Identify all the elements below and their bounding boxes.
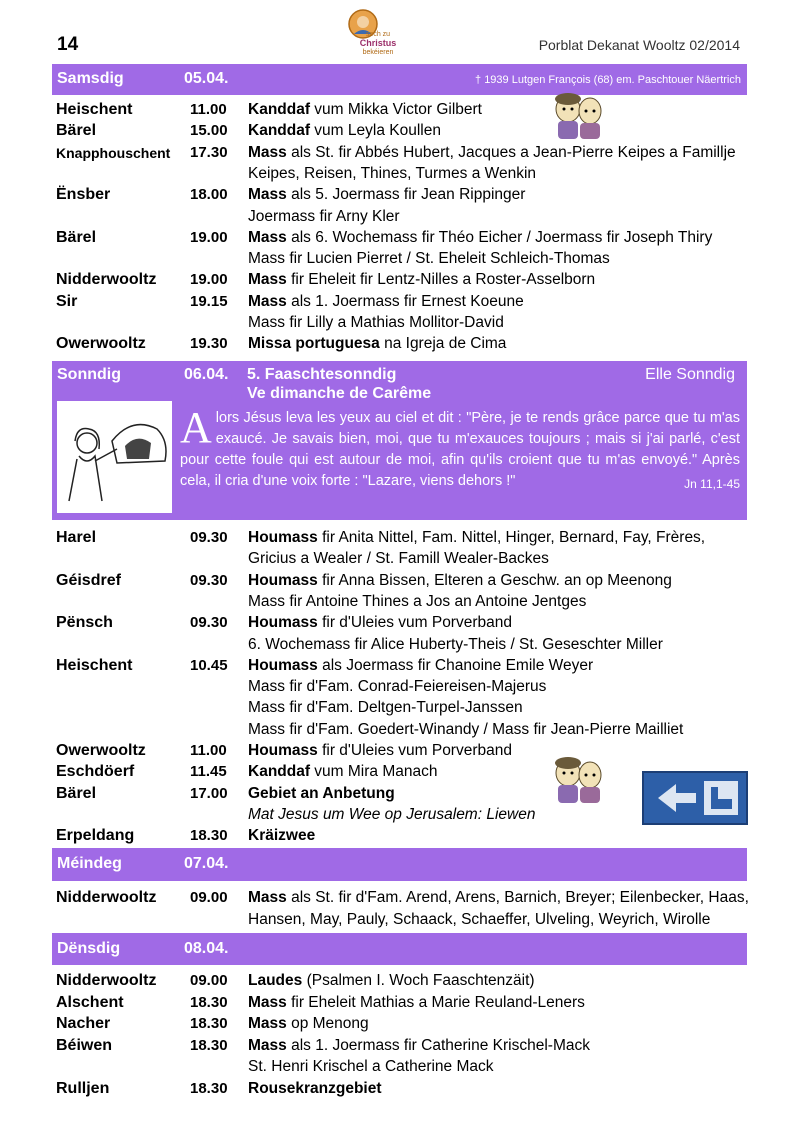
service-details: St. Henri Krischel a Catherine Mack (248, 1058, 494, 1075)
service-description (248, 825, 315, 847)
schedule-row (56, 548, 756, 570)
schedule-row (56, 909, 756, 931)
location: Béiwen (56, 1036, 113, 1054)
schedule-row (56, 655, 756, 677)
service-details: fir Anna Bissen, Elteren a Geschw. an op Meenong (317, 571, 672, 589)
service-type: Mass (248, 1015, 287, 1032)
location: Heischent (56, 656, 133, 674)
time: 09.00 (190, 972, 228, 989)
schedule-row (56, 697, 756, 719)
service-description (248, 612, 512, 634)
time: 18.30 (190, 1015, 228, 1032)
time: 10.45 (190, 656, 228, 674)
service-description (248, 804, 535, 826)
service-details: vum Mira Manach (310, 763, 438, 781)
page-number: 14 (57, 34, 79, 55)
logo-text: sech zu Christus bekéieren (359, 31, 397, 56)
service-type: Mass (248, 143, 287, 161)
schedule-row (56, 248, 756, 270)
service-details: Hansen, May, Pauly, Schaack, Schaeffer, Ulveling, Weyrich, Wirolle (248, 910, 711, 928)
location: Pënsch (56, 614, 113, 632)
service-details: Mass fir d'Fam. Deltgen-Turpel-Janssen (248, 699, 523, 717)
service-details: 6. Wochemass fir Alice Huberty-Theis / St. Geseschter Miller (248, 635, 663, 653)
schedule-row (56, 570, 756, 592)
service-details: fir Eheleit fir Lentz-Nilles a Roster-Asselborn (286, 271, 596, 289)
location: Nacher (56, 1015, 111, 1032)
location: Owerwooltz (56, 742, 146, 759)
service-description (248, 333, 506, 355)
schedule-row (56, 634, 756, 656)
schedule-row (56, 1035, 756, 1057)
service-details: (Psalmen I. Woch Faaschtenzäit) (302, 972, 535, 989)
publication-title: Porblat Dekanat Wooltz 02/2014 (538, 37, 740, 53)
day-date: 06.04. (184, 366, 229, 383)
location: Owerwooltz (56, 335, 146, 353)
service-type: Mass (248, 993, 287, 1011)
service-description (248, 548, 549, 570)
location: Alschent (56, 993, 124, 1011)
schedule-row (56, 612, 756, 634)
time: 17.30 (190, 143, 228, 161)
service-description (248, 1056, 494, 1078)
service-description (248, 591, 586, 613)
service-description (248, 184, 525, 206)
service-type: Kräizwee (248, 827, 316, 845)
gospel-dropcap: A (180, 403, 212, 452)
schedule-row (56, 312, 756, 334)
service-description (248, 527, 705, 549)
time: 19.30 (190, 335, 228, 353)
service-details: fir Eheleit Mathias a Marie Reuland-Leners (286, 993, 585, 1011)
service-type: Gebiet an Anbetung (248, 784, 395, 802)
time: 09.30 (190, 614, 228, 632)
location: Ënsber (56, 186, 111, 204)
service-description (248, 719, 683, 741)
time: 09.30 (190, 529, 228, 546)
baptism-children-icon (548, 91, 608, 141)
service-type: Houmass (248, 529, 318, 546)
gospel-reference: Jn 11,1-45 (684, 477, 740, 491)
schedule-row (56, 269, 756, 291)
location: Bärel (56, 784, 97, 802)
location: Bärel (56, 122, 97, 140)
service-details: Mass fir d'Fam. Conrad-Feiereisen-Majerus (248, 678, 547, 696)
time: 15.00 (190, 122, 228, 140)
service-type: Kanddaf (248, 122, 310, 140)
service-description (248, 227, 712, 249)
location: Rulljen (56, 1079, 110, 1097)
schedule-row (56, 120, 756, 142)
schedule-row (56, 719, 756, 741)
back-button[interactable] (642, 771, 748, 825)
service-type: Houmass (248, 656, 318, 674)
service-details: Mass fir Lucien Pierret / St. Eheleit Schleich-Thomas (248, 250, 610, 268)
service-type: Mass (248, 186, 287, 204)
feast-name: 5. Faaschtesonndig (247, 366, 397, 383)
service-description (248, 761, 437, 783)
time: 18.30 (190, 827, 228, 845)
time: 11.45 (190, 763, 227, 781)
service-type: Houmass (248, 742, 318, 759)
schedule-row (56, 1078, 756, 1100)
time: 18.30 (190, 1079, 228, 1097)
day-label: Méindeg (57, 855, 122, 872)
schedule-row (56, 676, 756, 698)
service-description (248, 312, 504, 334)
time: 09.30 (190, 571, 228, 589)
service-description (248, 291, 524, 313)
service-details: na Igreja de Cima (379, 335, 507, 353)
service-type: Mass (248, 228, 287, 246)
service-description (248, 887, 749, 909)
service-details: fir d'Uleies vum Porverband (317, 742, 512, 759)
service-description (248, 970, 535, 992)
schedule-row (56, 825, 756, 847)
service-description (248, 99, 482, 121)
service-description (248, 992, 585, 1014)
time: 11.00 (190, 742, 227, 759)
schedule-row (56, 1013, 756, 1035)
service-type: Houmass (248, 614, 318, 632)
location: Sir (56, 292, 78, 310)
service-description (248, 248, 610, 270)
location: Bärel (56, 228, 97, 246)
time: 19.00 (190, 271, 228, 289)
service-type: Mass (248, 1036, 287, 1054)
location: Erpeldang (56, 827, 135, 845)
day-date: 08.04. (184, 940, 229, 957)
day-date: 05.04. (184, 70, 229, 87)
schedule-row (56, 992, 756, 1014)
schedule-row (56, 333, 756, 355)
service-type: Missa portuguesa (248, 335, 380, 353)
time: 18.00 (190, 186, 228, 204)
day-label: Samsdig (57, 70, 124, 87)
back-arrow-icon (644, 773, 746, 823)
gospel-text: lors Jésus leva les yeux au ciel et dit : "Père, je te rends grâce parce que tu m'as exaucé. Je savais bien, moi, que tu m'exauces toujours ; mais si j'ai parlé, c'est pour cette foule qui est autour de moi, afin qu'ils croient que tu m'as envoyé." Après cela, il cria d'une voix forte : "Lazare, viens dehors !" (180, 410, 740, 489)
service-type: Mass (248, 271, 287, 289)
time: 11.00 (190, 101, 227, 118)
service-description (248, 783, 395, 805)
service-description (248, 142, 736, 164)
service-details: Mass fir Antoine Thines a Jos an Antoine Jentges (248, 592, 587, 610)
service-details: als St. fir d'Fam. Arend, Arens, Barnich, Breyer; Eilenbecker, Haas, (286, 889, 749, 906)
gospel-quote (180, 403, 740, 492)
service-details: Joermass fir Arny Kler (248, 207, 400, 225)
day-band-saturday (52, 64, 747, 95)
location: Géisdref (56, 571, 121, 589)
service-description (248, 740, 512, 762)
service-details: Keipes, Reisen, Thines, Turmes a Wenkin (248, 164, 537, 182)
service-details: fir Anita Nittel, Fam. Nittel, Hinger, Bernard, Fay, Frères, (317, 529, 706, 546)
sunday-header-box (52, 361, 747, 520)
service-details: op Menong (286, 1015, 369, 1032)
baptism-children-icon (548, 755, 608, 805)
service-type: Laudes (248, 972, 303, 989)
service-description (248, 697, 523, 719)
schedule-row (56, 591, 756, 613)
service-type: Rousekranzgebiet (248, 1079, 382, 1097)
location: Nidderwooltz (56, 972, 157, 989)
liturgical-cycle: Elle Sonndig (645, 366, 735, 383)
service-details: Gricius a Wealer / St. Famill Wealer-Backes (248, 550, 549, 568)
service-description (248, 120, 441, 142)
service-details: fir d'Uleies vum Porverband (317, 614, 512, 632)
feast-name-french: Ve dimanche de Carême (247, 385, 432, 402)
day-label: Sonndig (57, 366, 121, 383)
service-details: als 6. Wochemass fir Théo Eicher / Joermass fir Joseph Thiry (286, 228, 713, 246)
service-details: Mass fir Lilly a Mathias Mollitor-David (248, 314, 504, 331)
location: Eschdöerf (56, 763, 135, 781)
schedule-row (56, 887, 756, 909)
service-details: vum Leyla Koullen (310, 122, 441, 140)
location: Harel (56, 529, 97, 546)
memorial-note: † 1939 Lutgen François (68) em. Paschtouer Näertrich (475, 74, 741, 86)
service-subtitle: Mat Jesus um Wee op Jerusalem: Liewen (248, 805, 536, 823)
location: Nidderwooltz (56, 889, 157, 906)
service-type: Mass (248, 889, 287, 906)
day-band-monday (52, 848, 747, 881)
service-description (248, 676, 546, 698)
service-description (248, 1013, 369, 1035)
time: 09.00 (190, 889, 228, 906)
schedule-row (56, 227, 756, 249)
service-description (248, 655, 593, 677)
service-description (248, 269, 595, 291)
day-band-tuesday (52, 933, 747, 965)
time: 18.30 (190, 1036, 228, 1054)
schedule-row (56, 527, 756, 549)
day-date: 07.04. (184, 855, 229, 872)
service-description (248, 634, 663, 656)
service-details: Mass fir d'Fam. Goedert-Winandy / Mass fir Jean-Pierre Mailliet (248, 720, 684, 738)
service-type: Kanddaf (248, 101, 310, 118)
schedule-row (56, 206, 756, 228)
location: Heischent (56, 101, 133, 118)
service-description (248, 570, 672, 592)
service-type: Mass (248, 292, 287, 310)
schedule-row (56, 184, 756, 206)
schedule-row (56, 291, 756, 313)
schedule-row (56, 740, 756, 762)
time: 17.00 (190, 784, 228, 802)
service-description (248, 1078, 382, 1100)
service-description (248, 206, 400, 228)
time: 19.00 (190, 228, 228, 246)
time: 18.30 (190, 993, 228, 1011)
service-type: Houmass (248, 571, 318, 589)
service-details: als Joermass fir Chanoine Emile Weyer (317, 656, 594, 674)
service-description (248, 909, 710, 931)
schedule-row (56, 142, 756, 164)
service-description (248, 163, 536, 185)
schedule-row (56, 99, 756, 121)
schedule-row (56, 970, 756, 992)
location: Knapphouschent (56, 144, 171, 161)
lazarus-tomb-drawing (57, 401, 172, 513)
service-details: als 1. Joermass fir Catherine Krischel-Mack (286, 1036, 590, 1054)
service-details: als 1. Joermass fir Ernest Koeune (286, 292, 524, 310)
service-type: Kanddaf (248, 763, 310, 781)
schedule-row (56, 163, 756, 185)
location: Nidderwooltz (56, 271, 157, 289)
service-details: als St. fir Abbés Hubert, Jacques a Jean-Pierre Keipes a Famillje (286, 143, 736, 161)
service-description (248, 1035, 590, 1057)
service-details: als 5. Joermass fir Jean Rippinger (286, 186, 526, 204)
service-details: vum Mikka Victor Gilbert (310, 101, 482, 118)
schedule-row (56, 1056, 756, 1078)
time: 19.15 (190, 292, 228, 310)
day-label: Dënsdig (57, 940, 121, 957)
